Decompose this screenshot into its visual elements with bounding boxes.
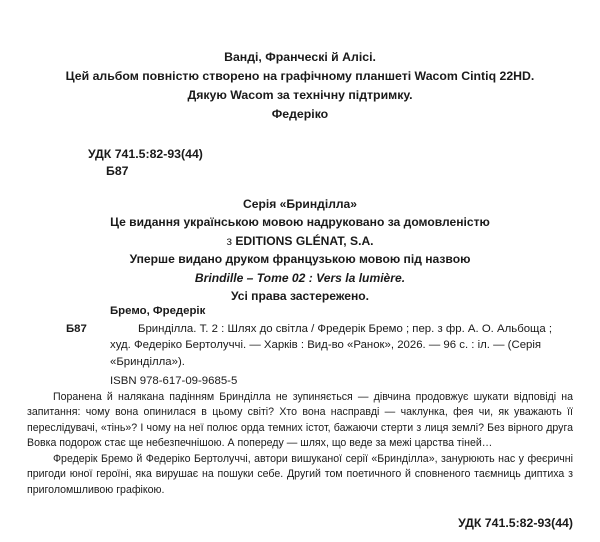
shelf-mark-top: Б87 (106, 164, 129, 178)
biblio-record-text: Бринділла. Т. 2 : Шлях до світла / Фредерік Бремо ; пер. з фр. А. О. Альбоща ; худ. Федеріко Бертолуччі. — Харків : Вид-во «Ранок», 2026. — 96 с. : іл. — (Серія «Бринділла»). (110, 322, 553, 368)
publisher-prefix: з (226, 233, 236, 248)
isbn-line: ISBN 978-617-09-9685-5 (110, 375, 238, 388)
dedication-line-2: Цей альбом повністю створено на графічному планшеті Wacom Cintiq 22HD. (65, 69, 535, 83)
series-line: Серія «Бринділла» (242, 197, 358, 211)
dedication-line-1: Ванді, Франческі й Алісі. (224, 50, 376, 64)
agreement-line: Це видання українською мовою надруковано за домовленістю (110, 215, 490, 230)
publisher-line (40, 232, 560, 250)
dedication-block (40, 48, 560, 124)
udc-classification-bottom: УДК 741.5:82-93(44) (458, 516, 573, 530)
publisher-block (40, 195, 560, 305)
dedication-line-3: Дякую Wacom за технічну підтримку. (187, 88, 413, 102)
dedication-signature: Федеріко (271, 107, 329, 121)
annotation-paragraph-2: Фредерік Бремо й Федеріко Бертолуччі, автори вишуканої серії «Бринділла», занурюють нас у феєричні пригоди юної героїні, яка вирушає на пошуки себе. Другий том поетичного й сповненого таємниць диптиха з приголомшливою графікою. (27, 453, 573, 496)
annotation-paragraph-1: Поранена й налякана падінням Бринділла не зупиняється — дівчина продовжує шукати відповіді на запитання: чому вона опинилася в цьому світі? Хто вона насправді — чаклунка, фея чи, як уважають її переслідувачі, «тінь»? І чому на неї полює орда темних істот, бажаючи стерти з лиця землі? Без вірного друга Вовка подорож стає ще небезпечнішою. А попереду — шлях, що веде за межі царства тіней… (27, 391, 573, 449)
biblio-author: Бремо, Фредерік (110, 305, 206, 317)
annotation-block (27, 390, 573, 498)
biblio-record-row (66, 321, 573, 371)
first-published-line: Уперше видано друком французькою мовою під назвою (129, 252, 471, 267)
original-title: Brindille – Tome 02 : Vers la lumière. (194, 270, 406, 285)
bibliographic-record (66, 303, 573, 390)
publisher-name: EDITIONS GLÉNAT, S.A. (235, 233, 374, 248)
udc-top-block (88, 146, 203, 180)
udc-bottom-block (458, 516, 573, 530)
biblio-shelf-mark: Б87 (66, 322, 87, 335)
rights-line: Усі права застережено. (230, 289, 370, 304)
udc-classification-top: УДК 741.5:82-93(44) (88, 147, 203, 161)
